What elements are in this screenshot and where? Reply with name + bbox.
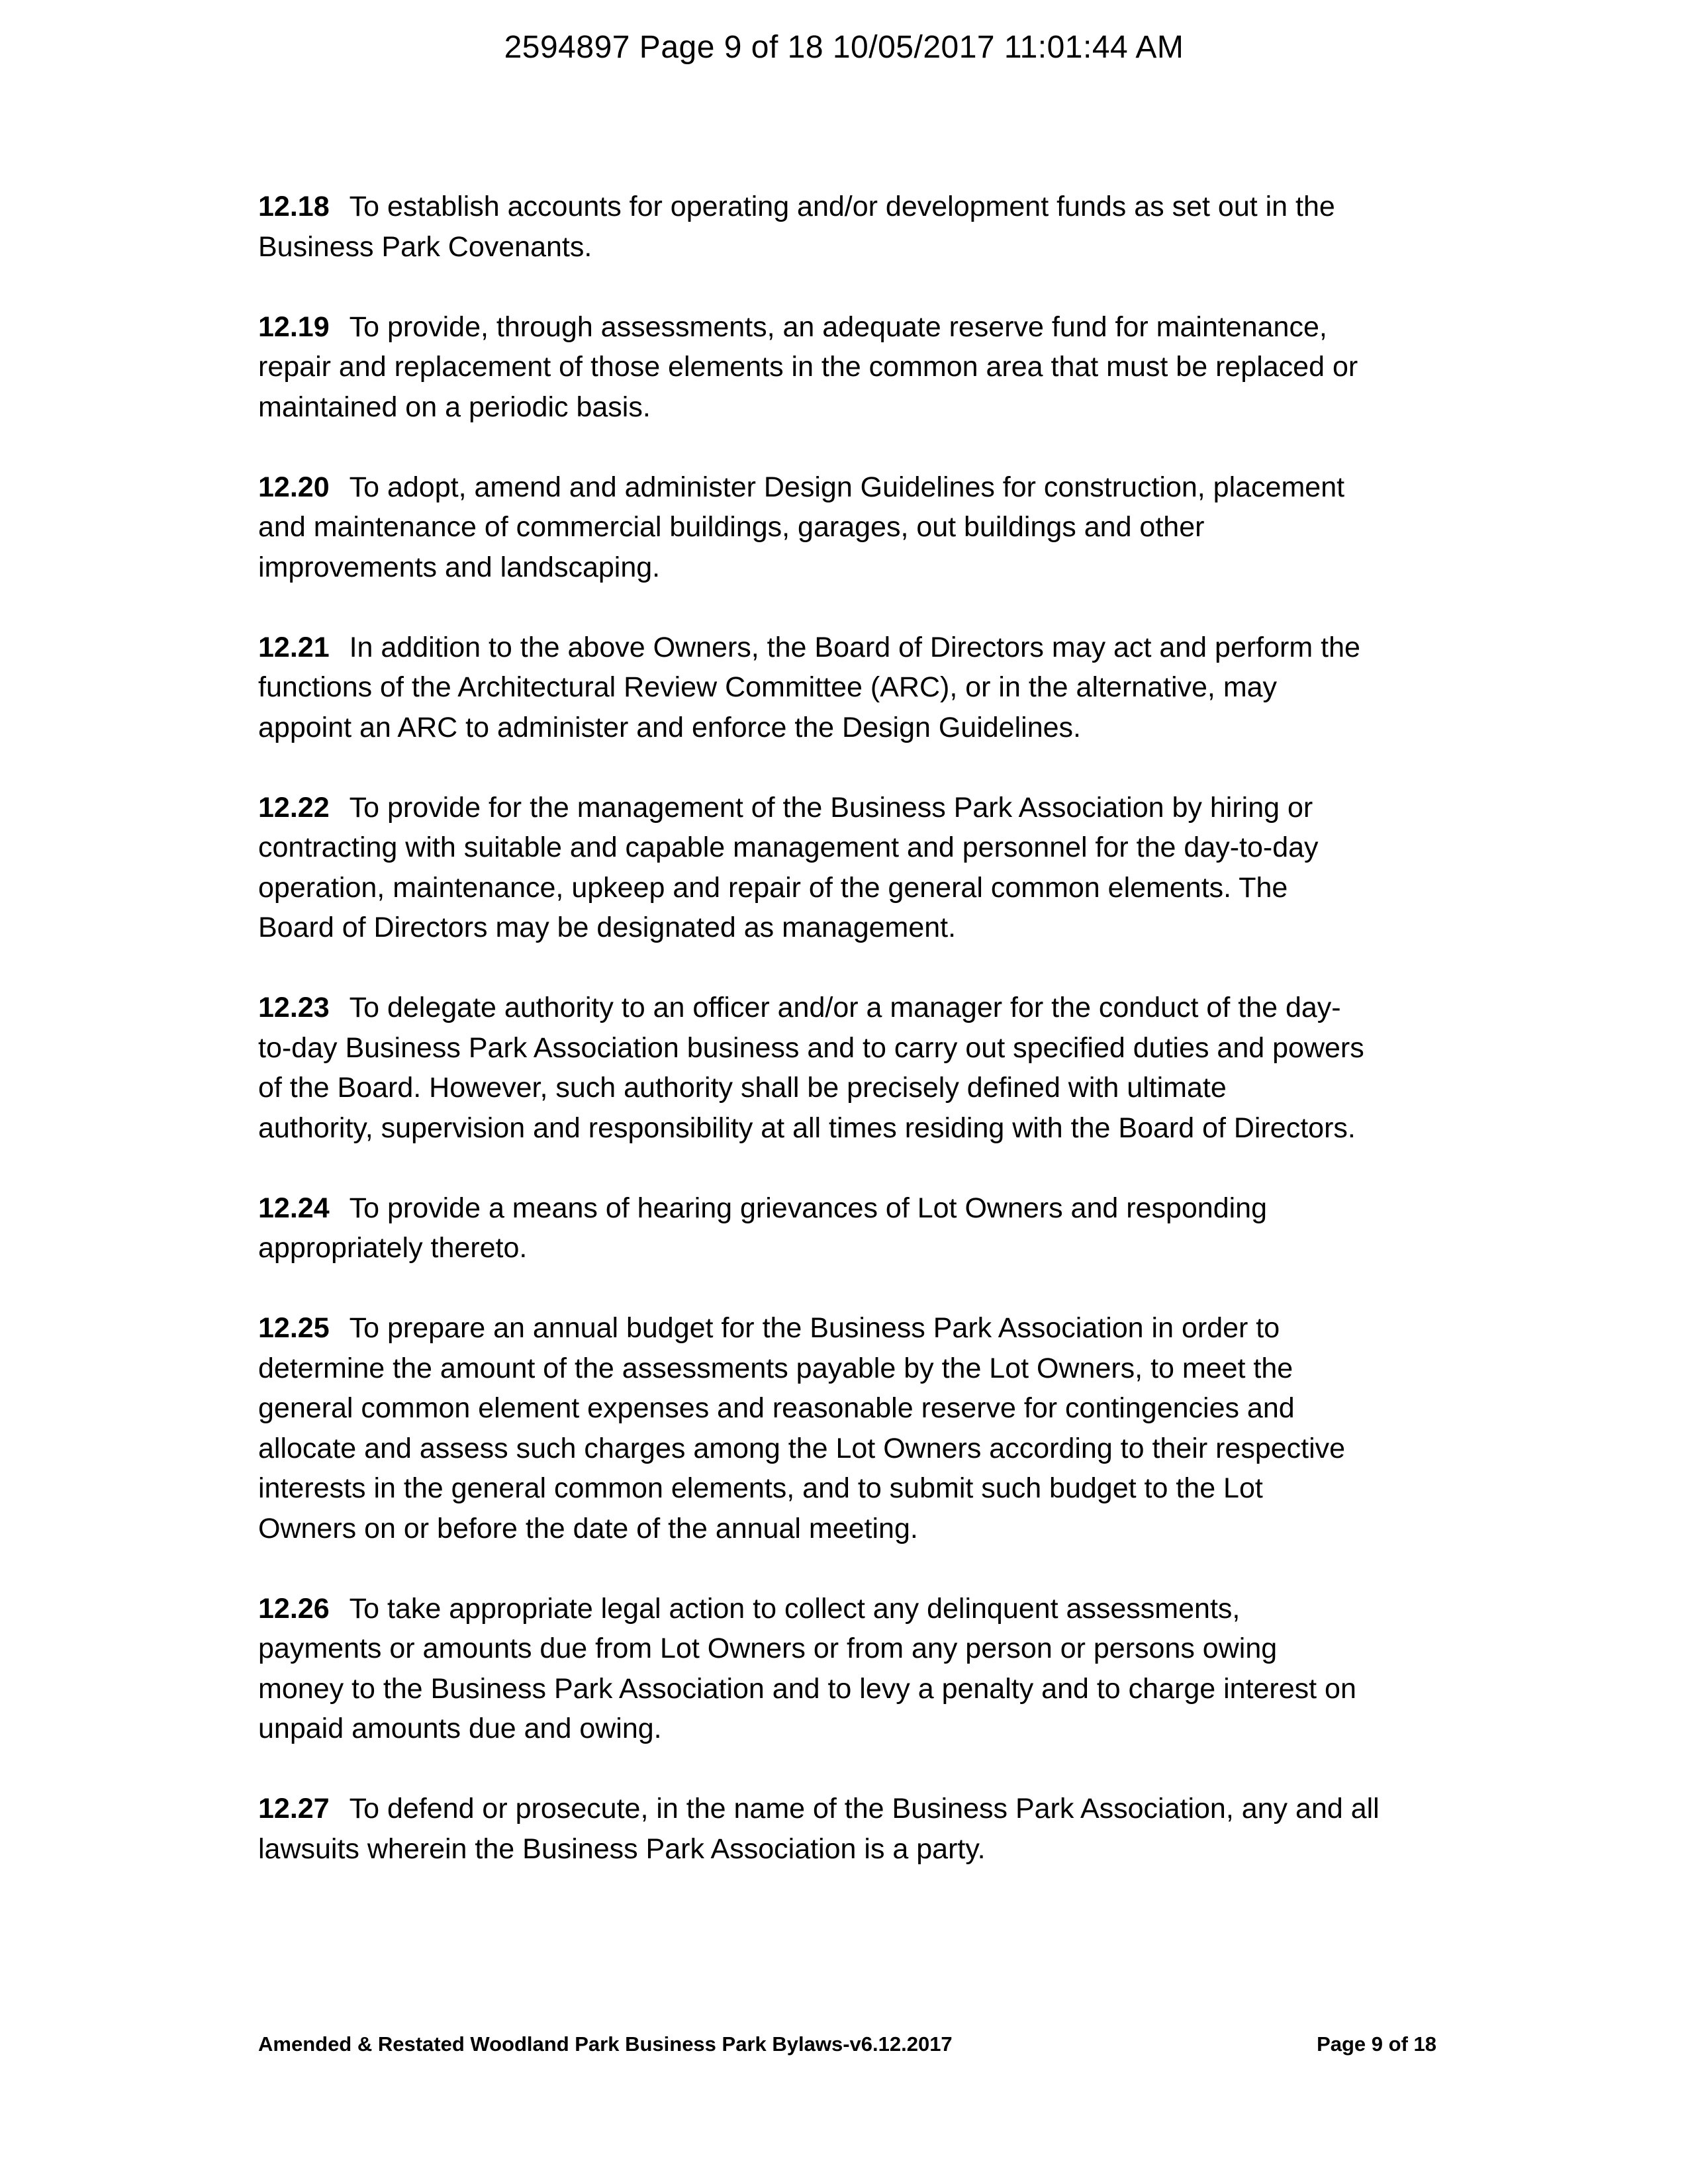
section-12-21 [258,628,1463,748]
section-12-22 [258,788,1463,948]
section-number: 12.20 [258,471,330,503]
section-12-24 [258,1188,1463,1268]
section-line: payments or amounts due from Lot Owners or from any person or persons owing [258,1633,1278,1664]
section-line [258,1589,1463,1629]
section-number: 12.23 [258,992,330,1023]
section-text: To provide, through assessments, an adequate reserve fund for maintenance, [349,310,1327,343]
section-text: To establish accounts for operating and/or development funds as set out in the [349,191,1335,222]
section-line: determine the amount of the assessments payable by the Lot Owners, to meet the [258,1352,1293,1384]
section-number: 12.21 [258,631,330,663]
section-text: To provide a means of hearing grievances of Lot Owners and responding [349,1192,1268,1224]
section-text: To take appropriate legal action to collect any delinquent assessments, [349,1592,1241,1625]
section-line: appropriately thereto. [258,1232,528,1264]
bylaws-body [258,187,1463,1909]
section-line: functions of the Architectural Review Committee (ARC), or in the alternative, may [258,671,1278,703]
section-line: improvements and landscaping. [258,551,661,583]
section-line: Business Park Covenants. [258,230,592,263]
section-number: 12.26 [258,1592,330,1625]
section-line [258,1188,1463,1229]
footer-document-title: Amended & Restated Woodland Park Business Park Bylaws-v6.12.2017 [258,2032,953,2056]
section-number: 12.19 [258,310,330,343]
section-line [258,1789,1463,1829]
section-12-19 [258,307,1463,428]
recording-stamp: 2594897 Page 9 of 18 10/05/2017 11:01:44 AM [504,30,1184,65]
section-line: money to the Business Park Association and to levy a penalty and to charge interest on [258,1672,1356,1705]
section-number: 12.25 [258,1312,330,1344]
section-line: Owners on or before the date of the annual meeting. [258,1512,918,1544]
section-number: 12.24 [258,1192,330,1224]
section-line [258,1308,1463,1349]
section-text: To delegate authority to an officer and/or a manager for the conduct of the day- [349,992,1341,1023]
section-text: In addition to the above Owners, the Board of Directors may act and perform the [349,631,1360,663]
section-12-25 [258,1308,1463,1548]
section-line: Board of Directors may be designated as management. [258,912,957,943]
section-text: To defend or prosecute, in the name of the Business Park Association, any and all [349,1793,1380,1825]
section-12-27 [258,1789,1463,1869]
section-line [258,187,1463,227]
section-line: authority, supervision and responsibility at all times residing with the Board of Directors. [258,1112,1356,1144]
section-line: appoint an ARC to administer and enforce the Design Guidelines. [258,711,1081,743]
section-line: interests in the general common elements, and to submit such budget to the Lot [258,1472,1263,1504]
section-text: To provide for the management of the Business Park Association by hiring or [349,791,1313,824]
section-line: operation, maintenance, upkeep and repair of the general common elements. The [258,871,1288,904]
section-line: unpaid amounts due and owing. [258,1713,662,1744]
section-line: general common element expenses and reasonable reserve for contingencies and [258,1392,1295,1424]
section-line: maintained on a periodic basis. [258,391,651,423]
footer-page-number: Page 9 of 18 [1317,2032,1436,2056]
section-line: lawsuits wherein the Business Park Association is a party. [258,1832,986,1865]
section-12-18 [258,187,1463,267]
section-number: 12.27 [258,1793,330,1825]
section-12-26 [258,1589,1463,1749]
section-line: contracting with suitable and capable management and personnel for the day-to-day [258,831,1319,863]
section-line: of the Board. However, such authority shall be precisely defined with ultimate [258,1072,1227,1104]
section-line: to-day Business Park Association business and to carry out specified duties and powers [258,1031,1364,1064]
section-number: 12.18 [258,191,330,222]
section-text: To prepare an annual budget for the Business Park Association in order to [349,1312,1280,1344]
section-line [258,467,1463,508]
section-12-23 [258,988,1463,1148]
section-line: and maintenance of commercial buildings, garages, out buildings and other [258,511,1205,543]
section-line: repair and replacement of those elements in the common area that must be replaced or [258,351,1358,383]
section-12-20 [258,467,1463,588]
section-number: 12.22 [258,791,330,824]
section-line [258,988,1463,1028]
section-line [258,307,1463,348]
section-text: To adopt, amend and administer Design Guidelines for construction, placement [349,471,1345,503]
section-line: allocate and assess such charges among the Lot Owners according to their respective [258,1432,1346,1464]
section-line [258,628,1463,668]
section-line [258,788,1463,828]
